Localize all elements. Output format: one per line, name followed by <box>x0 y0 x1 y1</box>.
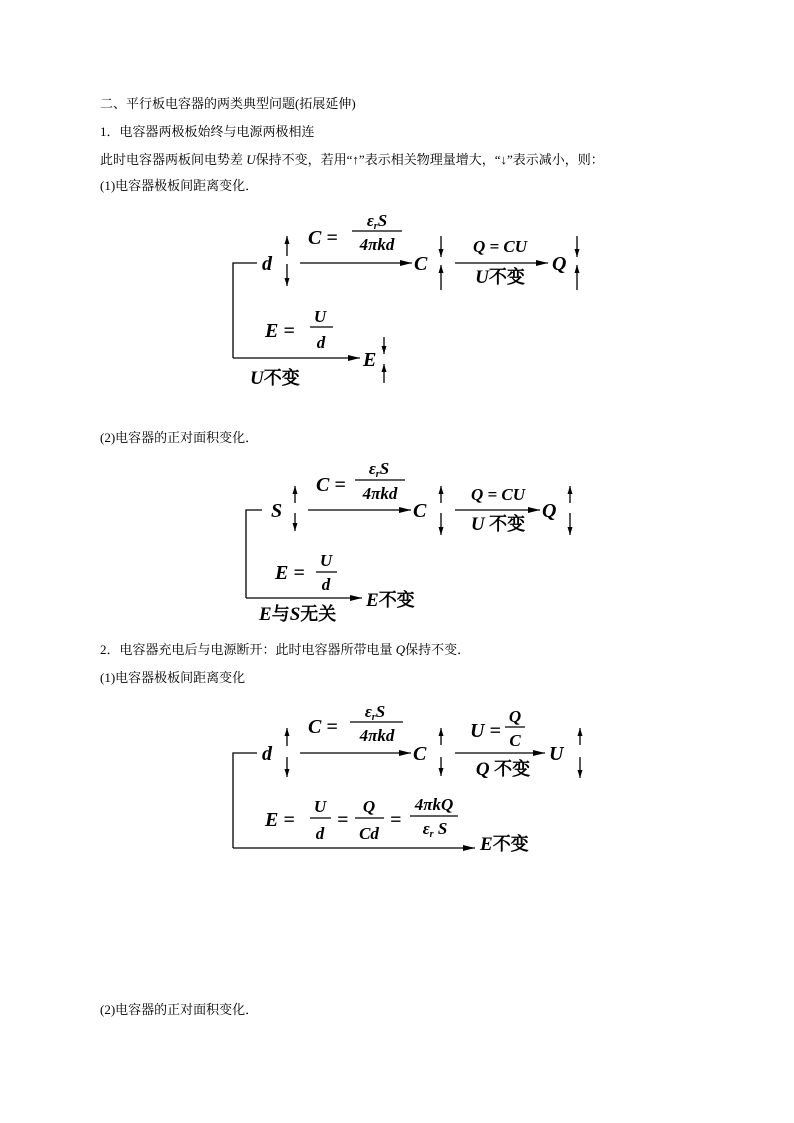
part1-case1-label: (1)电容器极板间距离变化． <box>100 178 259 193</box>
var-s: S <box>271 500 283 522</box>
var-u: U <box>549 743 564 765</box>
u-formula-numerator: Q <box>508 707 522 726</box>
c-formula-denominator: 4πkd <box>359 726 395 745</box>
q-formula: Q = CU <box>472 237 528 256</box>
e-formula-lhs: E = <box>265 320 295 342</box>
e-chain-f1-numerator: U <box>313 797 327 816</box>
var-q: Q <box>542 500 557 522</box>
part2-title-var: Q <box>395 642 406 657</box>
part2-title-pre: 2．电容器充电后与电源断开：此时电容器所带电量 <box>100 642 396 657</box>
bracket-line <box>233 263 257 358</box>
e-chain-f1-denominator: d <box>315 824 325 843</box>
q-condition: U不变 <box>475 267 525 288</box>
var-d: d <box>262 743 272 765</box>
part1-title: 1．电容器两极板始终与电源两极相连 <box>100 124 315 139</box>
c-formula-lhs: C = <box>308 716 338 738</box>
e-chain-f2-denominator: Cd <box>359 824 379 843</box>
e-chain-eq1: = <box>337 809 349 831</box>
e-formula-numerator: U <box>319 551 333 570</box>
c-formula-denominator: 4πkd <box>362 484 398 503</box>
part2-title <box>100 642 470 658</box>
part2-case2-label: (2)电容器的正对面积变化． <box>100 1002 259 1017</box>
part2-title-post: 保持不变． <box>405 642 471 657</box>
part1-case2-label: (2)电容器的正对面积变化． <box>100 430 259 445</box>
part2-case1-label: (1)电容器极板间距离变化 <box>100 670 246 685</box>
var-c: C <box>414 253 428 275</box>
u-formula-denominator: C <box>509 731 521 750</box>
diagram-voltage-fixed-area <box>0 460 794 630</box>
u-formula-lhs: U = <box>470 720 501 742</box>
e-result: E不变 <box>480 834 529 855</box>
bracket-line <box>233 753 257 848</box>
var-c: C <box>413 500 427 522</box>
e-chain-f3-numerator: 4πkQ <box>414 795 454 814</box>
c-formula-lhs: C = <box>308 227 338 249</box>
diagram-charge-fixed-distance <box>0 700 794 860</box>
c-formula-denominator: 4πkd <box>359 235 395 254</box>
e-note: E与S无关 <box>259 604 337 625</box>
part1-intro-pre: 此时电容器两板间电势差 <box>100 152 247 167</box>
e-chain-lhs: E = <box>265 809 295 831</box>
c-formula-numerator: εrS <box>364 702 386 723</box>
u-condition: Q 不变 <box>475 759 531 780</box>
bracket-line <box>246 510 262 598</box>
e-condition: U不变 <box>250 368 300 389</box>
var-c: C <box>413 743 427 765</box>
var-e: E <box>363 349 377 371</box>
e-chain-f3-denominator: εr S <box>422 819 448 840</box>
q-formula: Q = CU <box>470 485 526 504</box>
e-formula-numerator: U <box>313 307 327 326</box>
e-chain-eq2: = <box>390 809 402 831</box>
part1-intro-var: U <box>246 152 256 167</box>
diagram-voltage-fixed-distance <box>0 210 794 395</box>
part1-intro <box>100 152 604 168</box>
c-formula-lhs: C = <box>316 474 346 496</box>
section-heading: 二、平行板电容器的两类典型问题(拓展延伸) <box>100 96 356 111</box>
part1-intro-post: 保持不变，若用“↑”表示相关物理量增大，“↓”表示减小，则： <box>255 152 604 167</box>
var-d: d <box>262 253 272 275</box>
c-formula-numerator: εrS <box>368 459 390 480</box>
q-condition: U 不变 <box>470 514 526 535</box>
e-result: E不变 <box>366 590 415 611</box>
var-q: Q <box>552 253 567 275</box>
e-chain-f2-numerator: Q <box>362 797 376 816</box>
e-formula-lhs: E = <box>275 562 305 584</box>
c-formula-numerator: εrS <box>366 211 388 232</box>
e-formula-denominator: d <box>321 575 331 594</box>
e-formula-denominator: d <box>316 333 326 352</box>
